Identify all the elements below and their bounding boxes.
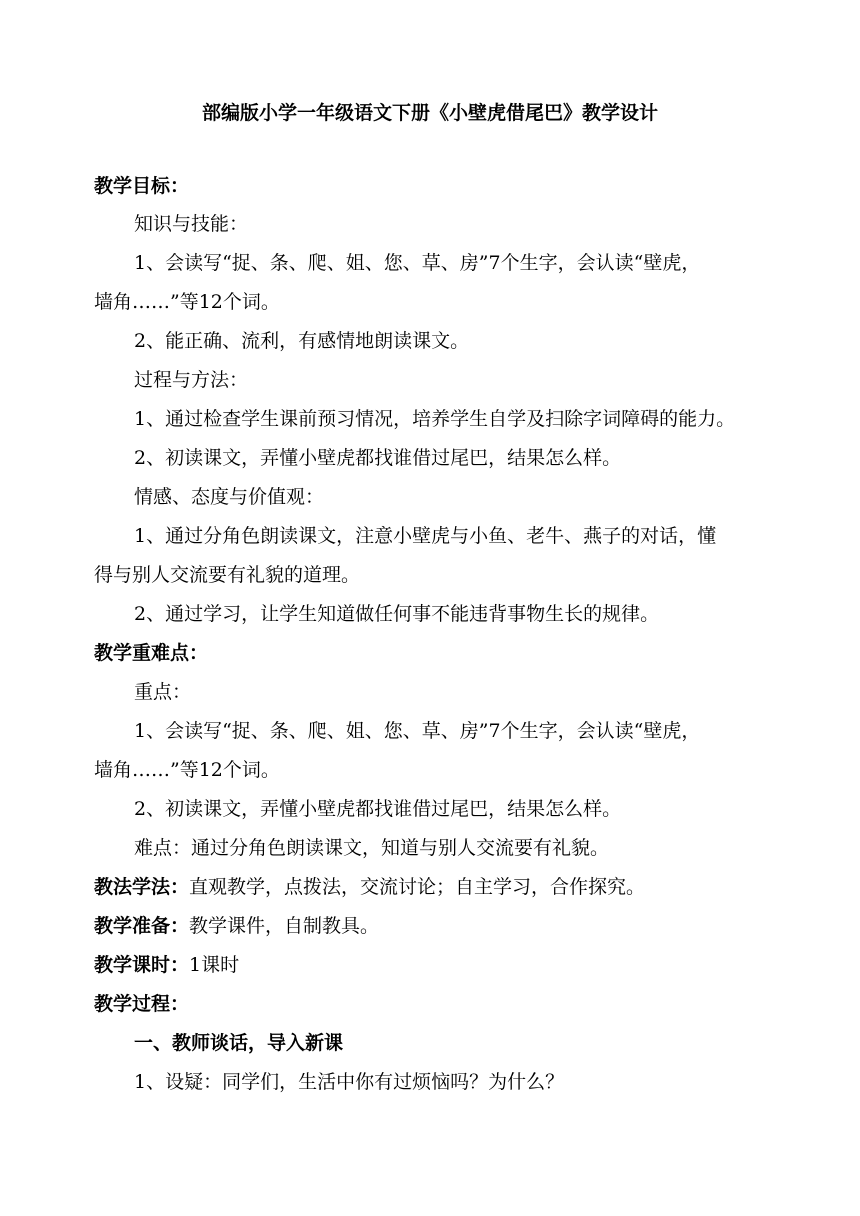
knowledge-item-1-line-2: 墙角……”等12个词。 [94,291,280,313]
process2-heading: 教学过程： [94,993,190,1015]
method-text: 直观教学，点拨法，交流讨论；自主学习，合作探究。 [189,876,646,898]
knowledge-heading: 知识与技能： [134,213,249,235]
process-item-2: 2、初读课文，弄懂小壁虎都找谁借过尾巴，结果怎么样。 [134,447,622,469]
hours-label: 教学课时： [94,954,190,976]
knowledge-item-2: 2、能正确、流利，有感情地朗读课文。 [134,330,470,352]
emotion-heading: 情感、态度与价值观： [134,486,325,508]
focus-item-2: 2、初读课文，弄懂小壁虎都找谁借过尾巴，结果怎么样。 [134,798,622,820]
prep-line [94,913,774,939]
emotion-item-2: 2、通过学习，让学生知道做任何事不能违背事物生长的规律。 [134,603,660,625]
method-label: 教法学法： [94,876,190,898]
focus-item-1-line-1: 1、会读写“捉、条、爬、姐、您、草、房”7个生字，会认读“壁虎， [134,720,701,742]
emotion-item-1-line-2: 得与别人交流要有礼貌的道理。 [94,564,361,586]
prep-label: 教学准备： [94,915,190,937]
knowledge-item-1-line-1: 1、会读写“捉、条、爬、姐、您、草、房”7个生字，会认读“壁虎， [134,252,701,274]
focus-item-1-line-2: 墙角……”等12个词。 [94,759,280,781]
hours-line [94,952,774,978]
process-item-1: 1、通过检查学生课前预习情况，培养学生自学及扫除字词障碍的能力。 [134,408,736,430]
focus-heading: 重点： [134,681,192,703]
process-heading: 过程与方法： [134,369,249,391]
step-1-heading: 一、教师谈话，导入新课 [134,1032,344,1054]
goals-heading: 教学目标： [94,175,190,197]
keypoints-heading: 教学重难点： [94,642,209,664]
document-title: 部编版小学一年级语文下册《小壁虎借尾巴》教学设计 [201,102,658,124]
step-1-item-1: 1、设疑：同学们，生活中你有过烦恼吗？为什么？ [134,1071,565,1093]
difficulty-line: 难点：通过分角色朗读课文，知道与别人交流要有礼貌。 [134,837,610,859]
method-line [94,874,774,900]
emotion-item-1-line-1: 1、通过分角色朗读课文，注意小壁虎与小鱼、老牛、燕子的对话，懂 [134,525,717,547]
prep-text: 教学课件，自制教具。 [189,915,380,937]
hours-text: 1课时 [189,954,240,976]
